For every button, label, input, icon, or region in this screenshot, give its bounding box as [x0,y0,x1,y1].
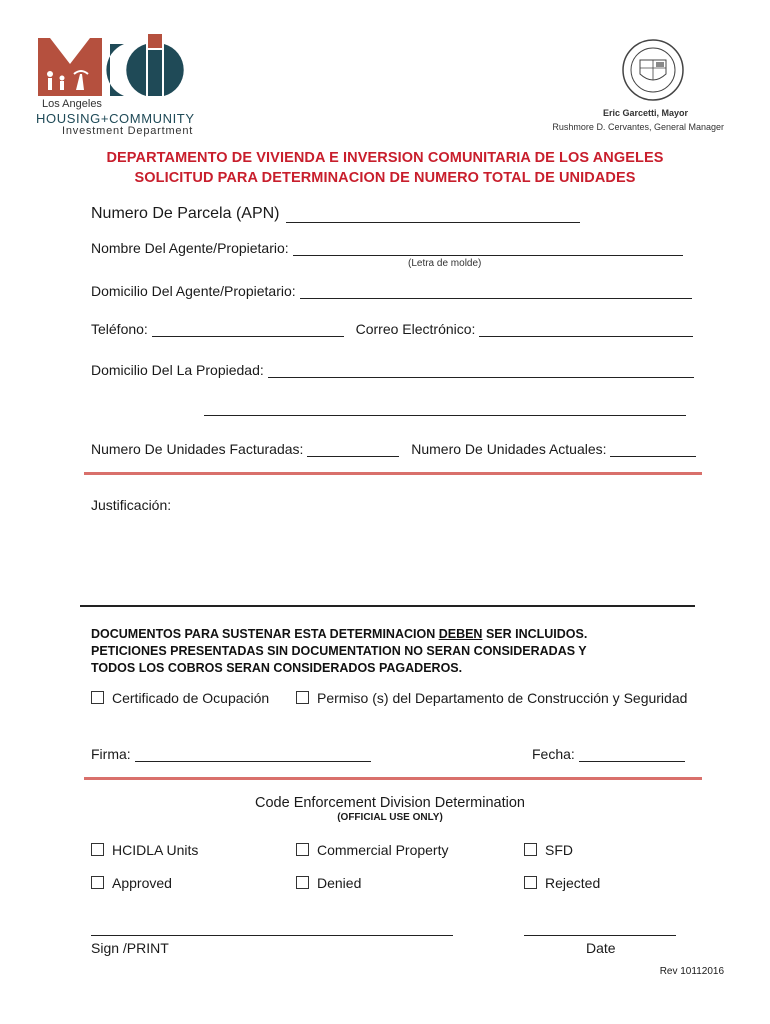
checkbox-icon[interactable] [296,691,309,704]
logo-city: Los Angeles [42,98,102,110]
phone-field[interactable] [152,322,344,337]
contact-row [91,321,693,337]
property-address-field-2[interactable] [204,401,686,416]
agent-name-row [91,240,683,256]
logo-dept-line1: HOUSING+COMMUNITY [36,111,195,126]
notice-line3: TODOS LOS COBROS SERAN CONSIDERADOS PAGADEROS. [91,661,463,675]
city-seal [618,38,688,102]
date-line[interactable] [524,935,676,936]
units-actual-label: Numero De Unidades Actuales: [411,441,607,457]
logo-dept-line2: Investment Department [62,125,194,137]
notice-line2: PETICIONES PRESENTADAS SIN DOCUMENTATION NO SERAN CONSIDERADAS Y [91,644,587,658]
checkbox-icon[interactable] [296,843,309,856]
property-address-label: Domicilio Del La Propiedad: [91,362,264,378]
units-actual-field[interactable] [610,442,696,457]
property-address-field[interactable] [268,363,694,378]
divider-2 [80,605,695,607]
official-heading: Code Enforcement Division Determination [255,795,525,811]
sfd-option[interactable]: SFD [524,842,573,858]
justification-area[interactable] [91,520,691,600]
doc-cert-option[interactable]: Certificado de Ocupación [91,690,269,706]
property-address-row [91,362,694,378]
apn-row [91,205,580,223]
notice [91,626,587,677]
signature-row [91,746,371,762]
manager-name: Rushmore D. Cervantes, General Manager [552,122,724,132]
divider-1 [84,472,702,475]
revision-label: Rev 10112016 [659,966,724,977]
justification-label: Justificación: [91,497,172,513]
divider-3 [84,777,702,780]
apn-label: Numero De Parcela (APN) [91,205,280,222]
form-title-line2: SOLICITUD PARA DETERMINACION DE NUMERO TOTAL DE UNIDADES [134,170,636,186]
hcidla-logo [36,34,196,138]
checkbox-icon[interactable] [296,876,309,889]
firma-label: Firma: [91,746,131,762]
commercial-option[interactable]: Commercial Property [296,842,448,858]
firma-field[interactable] [135,747,371,762]
notice-line1: DOCUMENTOS PARA SUSTENAR ESTA DETERMINACION DEBEN SER INCLUIDOS. [91,627,588,641]
sign-print-label: Sign /PRINT [91,940,169,956]
print-hint: (Letra de molde) [408,258,482,269]
units-row [91,441,696,457]
email-label: Correo Electrónico: [355,321,476,337]
denied-option[interactable]: Denied [296,875,361,891]
agent-name-field[interactable] [293,241,683,256]
checkbox-icon[interactable] [91,843,104,856]
apn-field[interactable] [286,208,580,223]
form-title-line1: DEPARTAMENTO DE VIVIENDA E INVERSION COMUNITARIA DE LOS ANGELES [106,150,664,166]
agent-address-label: Domicilio Del Agente/Propietario: [91,283,296,299]
approved-option[interactable]: Approved [91,875,172,891]
date-label: Date [586,940,616,956]
mayor-name: Eric Garcetti, Mayor [602,108,688,118]
fecha-field[interactable] [579,747,685,762]
doc-permit-option[interactable]: Permiso (s) del Departamento de Construcción y Seguridad [296,690,687,706]
logo-graphic [36,34,196,104]
sign-print-line[interactable] [91,935,453,936]
seal-icon [618,38,688,102]
fecha-label: Fecha: [532,746,575,762]
checkbox-icon[interactable] [91,876,104,889]
checkbox-icon[interactable] [91,691,104,704]
agent-name-label: Nombre Del Agente/Propietario: [91,240,289,256]
rejected-option[interactable]: Rejected [524,875,600,891]
units-billed-label: Numero De Unidades Facturadas: [91,441,304,457]
fecha-row [532,746,685,762]
checkbox-icon[interactable] [524,876,537,889]
hcidla-units-option[interactable]: HCIDLA Units [91,842,198,858]
agent-address-field[interactable] [300,284,692,299]
checkbox-icon[interactable] [524,843,537,856]
phone-label: Teléfono: [91,321,148,337]
email-field[interactable] [479,322,693,337]
units-billed-field[interactable] [307,442,399,457]
agent-address-row [91,283,692,299]
official-subheading: (OFFICIAL USE ONLY) [337,812,443,823]
